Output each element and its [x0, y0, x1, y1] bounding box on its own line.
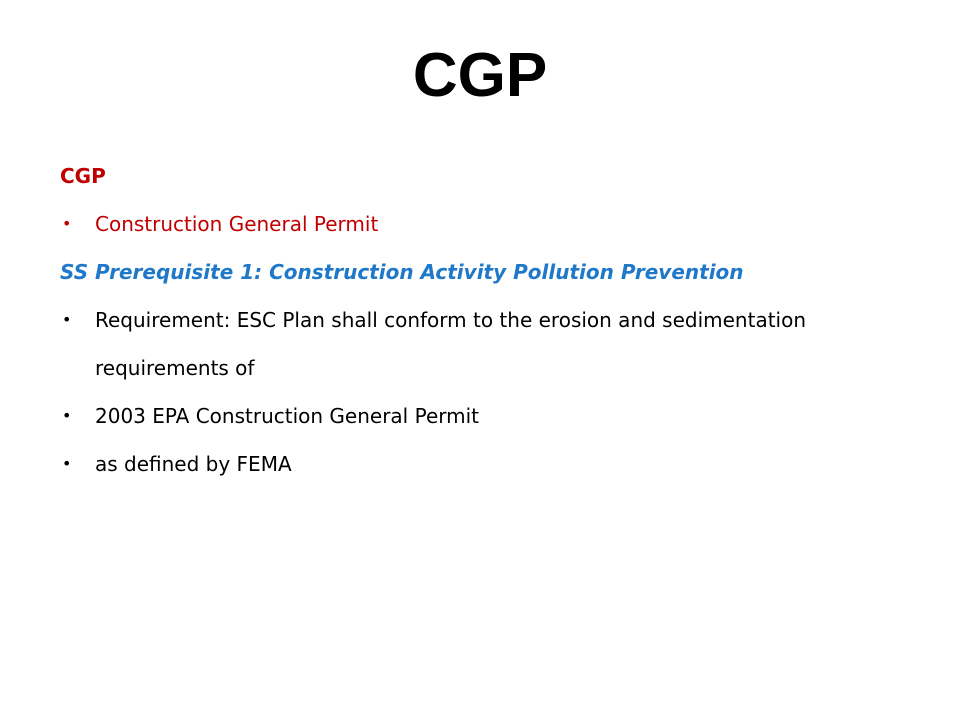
slide-title: CGP: [412, 41, 548, 110]
bullet-item-fema: [60, 440, 920, 488]
bullet-item-requirement: [60, 296, 920, 392]
bullet-icon: •: [62, 310, 72, 329]
bullet-text-line-1: Requirement: ESC Plan shall conform to the erosion and sedimentation: [95, 308, 807, 332]
section-heading-ss-prerequisite: SS Prerequisite 1: Construction Activity Pollution Prevention: [60, 260, 744, 284]
slide-body: [60, 152, 920, 488]
bullet-item-construction-general-permit: [60, 200, 920, 248]
bullet-text: as defined by FEMA: [95, 452, 292, 476]
bullet-icon: •: [62, 406, 72, 425]
bullet-text: 2003 EPA Construction General Permit: [95, 404, 479, 428]
bullet-text-line-2: requirements of: [95, 356, 255, 380]
bullet-text: Construction General Permit: [95, 212, 379, 236]
bullet-item-2003-epa: [60, 392, 920, 440]
bullet-icon: •: [62, 214, 72, 233]
section-heading-cgp: CGP: [60, 164, 106, 188]
bullet-icon: •: [62, 454, 72, 473]
